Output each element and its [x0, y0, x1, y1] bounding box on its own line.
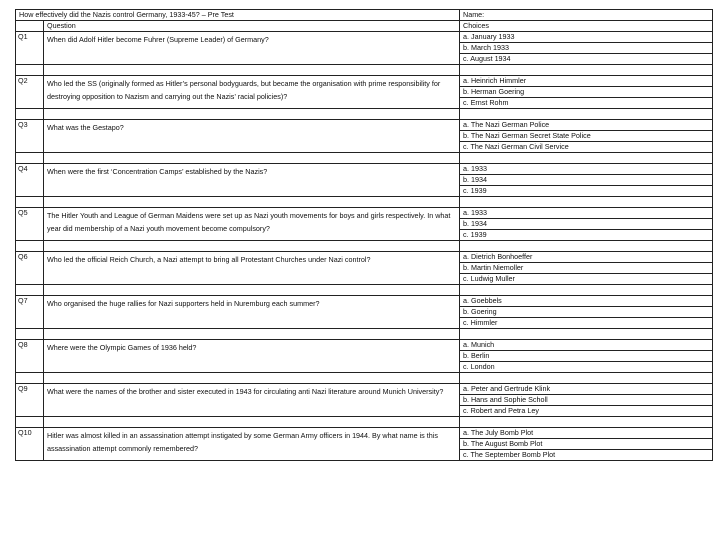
answer-choice[interactable]: c. August 1934 — [460, 54, 713, 65]
answer-choice[interactable]: c. Ludwig Muller — [460, 274, 713, 285]
spacer-row — [16, 197, 713, 208]
spacer-row — [16, 329, 713, 340]
spacer-row — [16, 241, 713, 252]
question-number: Q7 — [16, 296, 44, 329]
answer-choice[interactable]: c. The September Bomb Plot — [460, 450, 713, 461]
spacer-row — [16, 285, 713, 296]
empty-cell — [460, 285, 713, 296]
empty-cell — [16, 153, 44, 164]
answer-choice[interactable]: b. Goering — [460, 307, 713, 318]
question-text: Who organised the huge rallies for Nazi supporters held in Nuremburg each summer? — [44, 296, 460, 329]
empty-cell — [44, 109, 460, 120]
question-row — [16, 340, 713, 351]
question-number: Q10 — [16, 428, 44, 461]
answer-choice[interactable]: b. Berlin — [460, 351, 713, 362]
empty-cell — [460, 373, 713, 384]
answer-choice[interactable]: c. 1939 — [460, 186, 713, 197]
empty-cell — [460, 241, 713, 252]
question-number: Q1 — [16, 32, 44, 65]
question-table — [15, 9, 713, 461]
empty-cell — [460, 65, 713, 76]
answer-choice[interactable]: b. The Nazi German Secret State Police — [460, 131, 713, 142]
empty-cell — [460, 329, 713, 340]
spacer-row — [16, 65, 713, 76]
answer-choice[interactable]: a. 1933 — [460, 164, 713, 175]
spacer-row — [16, 153, 713, 164]
question-text: Who led the official Reich Church, a Nazi attempt to bring all Protestant Churches under Nazi control? — [44, 252, 460, 285]
question-text: What were the names of the brother and sister executed in 1943 for circulating anti Nazi literature around Munich University? — [44, 384, 460, 417]
question-row — [16, 428, 713, 439]
question-text: The Hitler Youth and League of German Maidens were set up as Nazi youth movements for boys and girls respectively. In what year did membership of a Nazi youth movement become compulsory? — [44, 208, 460, 241]
question-number: Q8 — [16, 340, 44, 373]
question-number: Q9 — [16, 384, 44, 417]
empty-cell — [460, 197, 713, 208]
empty-cell — [44, 329, 460, 340]
pre-test-worksheet — [15, 9, 712, 529]
empty-cell — [460, 417, 713, 428]
name-field[interactable]: Name: — [460, 10, 713, 21]
answer-choice[interactable]: b. 1934 — [460, 219, 713, 230]
empty-cell — [44, 373, 460, 384]
answer-choice[interactable]: a. Munich — [460, 340, 713, 351]
question-text: Who led the SS (originally formed as Hitler’s personal bodyguards, but became the organisation with prime responsibility for destroying opposition to Nazism and carrying out the Nazis’ racial policies)? — [44, 76, 460, 109]
empty-cell — [16, 417, 44, 428]
answer-choice[interactable]: a. January 1933 — [460, 32, 713, 43]
answer-choice[interactable]: a. Heinrich Himmler — [460, 76, 713, 87]
question-row — [16, 164, 713, 175]
question-row — [16, 296, 713, 307]
column-header-row — [16, 21, 713, 32]
empty-cell — [44, 417, 460, 428]
question-row — [16, 32, 713, 43]
answer-choice[interactable]: c. Himmler — [460, 318, 713, 329]
empty-cell — [44, 285, 460, 296]
answer-choice[interactable]: b. 1934 — [460, 175, 713, 186]
question-number: Q6 — [16, 252, 44, 285]
answer-choice[interactable]: a. Goebbels — [460, 296, 713, 307]
question-row — [16, 76, 713, 87]
answer-choice[interactable]: a. The Nazi German Police — [460, 120, 713, 131]
spacer-row — [16, 109, 713, 120]
empty-cell — [16, 197, 44, 208]
question-number: Q4 — [16, 164, 44, 197]
answer-choice[interactable]: c. Robert and Petra Ley — [460, 406, 713, 417]
empty-cell — [460, 153, 713, 164]
spacer-row — [16, 373, 713, 384]
choices-column-header: Choices — [460, 21, 713, 32]
empty-cell — [16, 285, 44, 296]
answer-choice[interactable]: a. Dietrich Bonhoeffer — [460, 252, 713, 263]
worksheet-title: How effectively did the Nazis control Germany, 1933-45? – Pre Test — [16, 10, 460, 21]
answer-choice[interactable]: a. Peter and Gertrude Klink — [460, 384, 713, 395]
answer-choice[interactable]: b. Hans and Sophie Scholl — [460, 395, 713, 406]
answer-choice[interactable]: c. London — [460, 362, 713, 373]
empty-cell — [44, 65, 460, 76]
empty-cell — [16, 65, 44, 76]
question-column-header: Question — [44, 21, 460, 32]
empty-cell — [44, 241, 460, 252]
answer-choice[interactable]: c. Ernst Rohm — [460, 98, 713, 109]
question-text: What was the Gestapo? — [44, 120, 460, 153]
answer-choice[interactable]: a. The July Bomb Plot — [460, 428, 713, 439]
question-number: Q2 — [16, 76, 44, 109]
answer-choice[interactable]: c. The Nazi German Civil Service — [460, 142, 713, 153]
question-number: Q3 — [16, 120, 44, 153]
spacer-row — [16, 417, 713, 428]
empty-cell — [16, 109, 44, 120]
title-row — [16, 10, 713, 21]
question-row — [16, 120, 713, 131]
empty-cell — [44, 153, 460, 164]
number-column-header — [16, 21, 44, 32]
question-text: Hitler was almost killed in an assassination attempt instigated by some German Army officers in 1944. By what name is this assassination attempt commonly remembered? — [44, 428, 460, 461]
empty-cell — [44, 197, 460, 208]
question-number: Q5 — [16, 208, 44, 241]
empty-cell — [16, 241, 44, 252]
question-text: Where were the Olympic Games of 1936 held? — [44, 340, 460, 373]
question-row — [16, 384, 713, 395]
answer-choice[interactable]: b. Herman Goering — [460, 87, 713, 98]
empty-cell — [16, 329, 44, 340]
answer-choice[interactable]: b. March 1933 — [460, 43, 713, 54]
empty-cell — [460, 109, 713, 120]
empty-cell — [16, 373, 44, 384]
answer-choice[interactable]: b. Martin Niemoller — [460, 263, 713, 274]
question-row — [16, 252, 713, 263]
answer-choice[interactable]: a. 1933 — [460, 208, 713, 219]
question-text: When were the first ‘Concentration Camps’ established by the Nazis? — [44, 164, 460, 197]
question-text: When did Adolf Hitler become Fuhrer (Supreme Leader) of Germany? — [44, 32, 460, 65]
question-row — [16, 208, 713, 219]
answer-choice[interactable]: b. The August Bomb Plot — [460, 439, 713, 450]
answer-choice[interactable]: c. 1939 — [460, 230, 713, 241]
